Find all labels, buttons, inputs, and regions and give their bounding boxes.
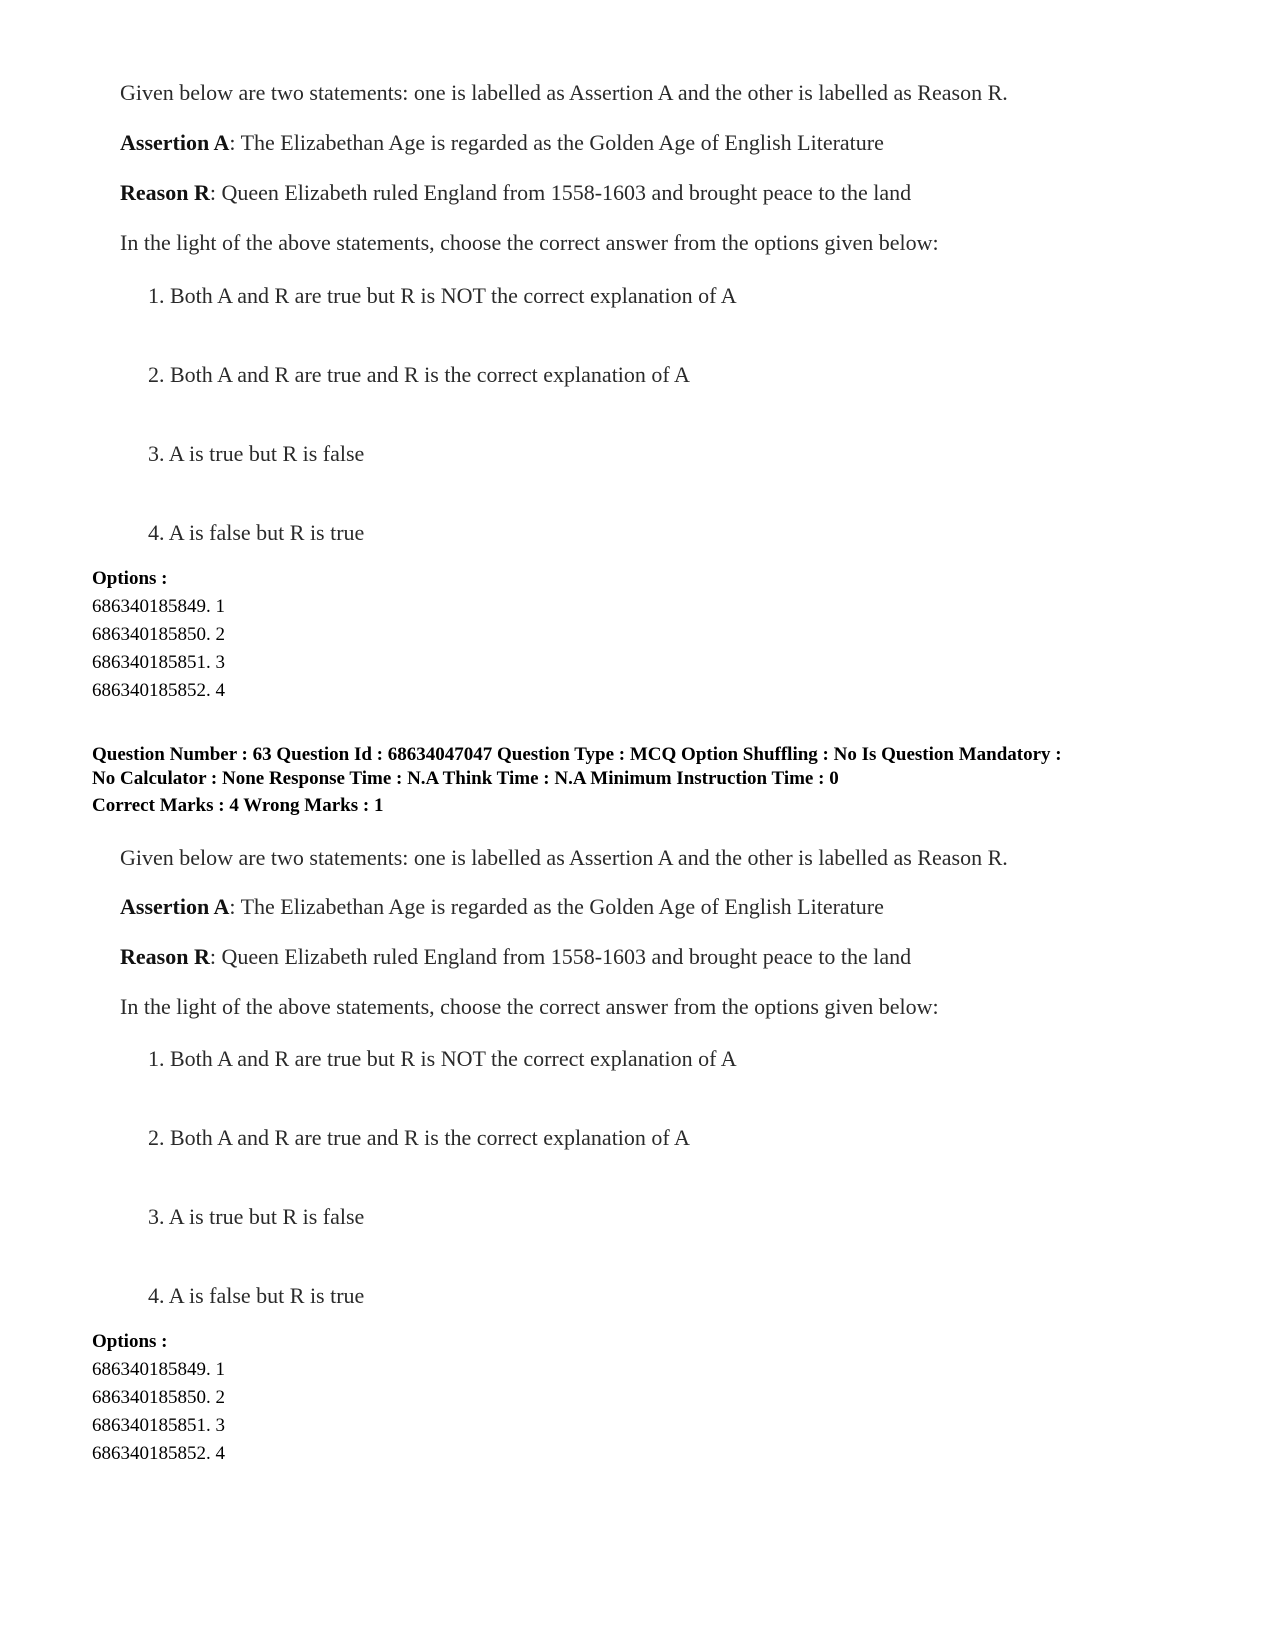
option-id-4: 686340185852. 4 — [92, 680, 225, 701]
assertion-label: Assertion A — [120, 130, 230, 155]
reason-label: Reason R — [120, 180, 210, 205]
question-intro: Given below are two statements: one is labelled as Assertion A and the other is labelled as Reason R. — [120, 845, 1008, 870]
reason-text: : Queen Elizabeth ruled England from 1558-1603 and brought peace to the land — [209, 180, 912, 205]
option-id-2: 686340185850. 2 — [92, 624, 225, 645]
choice-4: 4. A is false but R is true — [148, 1283, 365, 1308]
question-intro: Given below are two statements: one is labelled as Assertion A and the other is labelled as Reason R. — [120, 80, 1008, 105]
choice-4: 4. A is false but R is true — [148, 520, 365, 545]
choice-1: 1. Both A and R are true but R is NOT the correct explanation of A — [148, 1046, 737, 1071]
option-id-1: 686340185849. 1 — [92, 596, 225, 617]
option-id-4: 686340185852. 4 — [92, 1443, 225, 1464]
options-heading: Options : — [92, 1331, 168, 1352]
assertion-statement — [120, 894, 884, 920]
options-heading: Options : — [92, 568, 168, 589]
reason-label: Reason R — [120, 944, 210, 969]
assertion-statement — [120, 130, 884, 156]
reason-statement — [120, 944, 911, 970]
choice-2: 2. Both A and R are true and R is the correct explanation of A — [148, 362, 690, 387]
assertion-label: Assertion A — [120, 894, 230, 919]
choice-3: 3. A is true but R is false — [148, 441, 365, 466]
choice-1: 1. Both A and R are true but R is NOT the correct explanation of A — [148, 283, 737, 308]
choice-2: 2. Both A and R are true and R is the correct explanation of A — [148, 1125, 690, 1150]
meta-line-1: Question Number : 63 Question Id : 68634047047 Question Type : MCQ Option Shuffling : No Is Question Mandatory : — [92, 744, 1062, 765]
option-id-2: 686340185850. 2 — [92, 1387, 225, 1408]
meta-line-2: No Calculator : None Response Time : N.A Think Time : N.A Minimum Instruction Time : 0 — [92, 768, 839, 789]
option-id-1: 686340185849. 1 — [92, 1359, 225, 1380]
question-instruction: In the light of the above statements, choose the correct answer from the options given below: — [120, 230, 939, 255]
reason-statement — [120, 180, 911, 206]
option-id-3: 686340185851. 3 — [92, 1415, 225, 1436]
option-id-3: 686340185851. 3 — [92, 652, 225, 673]
assertion-text: : The Elizabethan Age is regarded as the Golden Age of English Literature — [229, 894, 884, 919]
reason-text: : Queen Elizabeth ruled England from 1558-1603 and brought peace to the land — [209, 944, 912, 969]
assertion-text: : The Elizabethan Age is regarded as the Golden Age of English Literature — [229, 130, 884, 155]
question-instruction: In the light of the above statements, choose the correct answer from the options given below: — [120, 994, 939, 1019]
choice-3: 3. A is true but R is false — [148, 1204, 365, 1229]
meta-line-3: Correct Marks : 4 Wrong Marks : 1 — [92, 795, 384, 816]
